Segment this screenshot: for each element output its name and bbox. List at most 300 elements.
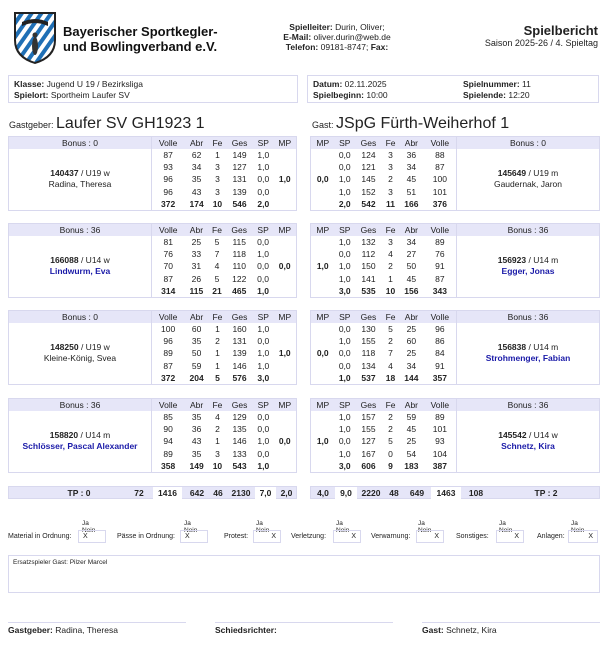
cell-fe: 3 [388, 150, 393, 161]
cell-sp: 0,0 [257, 174, 270, 185]
cell-abr: 60 [406, 336, 417, 347]
cell-abr: 144 [404, 372, 419, 383]
table-header-row [311, 311, 600, 324]
cell-abr: 35 [191, 336, 202, 347]
cell-mp: 1,0 [278, 348, 291, 359]
check-label: Material in Ordnung: [8, 533, 72, 540]
table-header-row [9, 137, 297, 150]
cell-ges: 131 [232, 174, 247, 185]
col-header-volle: Volle [152, 311, 185, 324]
cell-fe: 7 [214, 249, 220, 260]
spielort-value: Sportheim Laufer SV [48, 90, 130, 100]
cell-ges: 121 [361, 162, 376, 173]
cell-volle: 70 [163, 261, 173, 272]
col-header-abr: Abr [399, 224, 424, 237]
cell-abr: 36 [406, 150, 417, 161]
cell-sp: 1,0 [338, 186, 351, 197]
cell-sp: 1,0 [338, 261, 351, 272]
signature-home [8, 622, 186, 635]
cell-sp: 1,0 [257, 348, 270, 359]
spielende-label: Spielende: [463, 90, 506, 100]
cell-sp: 1,0 [338, 336, 351, 347]
home-bonus-total: 72 [134, 488, 144, 498]
cell-volle: 87 [163, 150, 173, 161]
cell-abr: 34 [406, 237, 417, 248]
col-header-mp: MP [311, 311, 335, 324]
cell-fe: 4 [388, 360, 393, 371]
check-box-sonstiges[interactable]: X [496, 530, 524, 543]
cell-abr: 33 [191, 249, 202, 260]
player-cell [9, 149, 152, 210]
cell-ges: 576 [232, 372, 247, 383]
telefon-value: 09181-8747; [318, 42, 371, 52]
cell-sp: 0,0 [257, 261, 269, 272]
spielort-label: Spielort: [14, 90, 49, 100]
guest-bonus-total: 108 [468, 488, 484, 498]
guest-player-table [310, 310, 600, 385]
cell-ges: 127 [232, 162, 247, 173]
player-class: / U19 w [78, 342, 110, 353]
cell-volle: 87 [163, 360, 173, 371]
col-header-sp: SP [253, 137, 273, 150]
cell-sp: 1,0 [338, 273, 351, 284]
cell-ges: 543 [232, 460, 247, 471]
player-class: / U19 m [526, 168, 559, 179]
cell-ges: 150 [361, 261, 376, 272]
bonus-header: Bonus : 36 [457, 224, 600, 237]
cell-volle: 372 [161, 198, 176, 209]
cell-sp: 2,0 [338, 198, 351, 209]
cell-ges: 134 [361, 360, 376, 371]
guest-player-table [310, 136, 600, 211]
player-id-line [9, 255, 151, 266]
col-header-sp: SP [335, 137, 355, 150]
player-id: 145649 [497, 168, 527, 179]
cell-ges: 167 [361, 448, 376, 459]
home-player-table [8, 223, 297, 298]
cell-mp: 0,0 [316, 174, 329, 185]
col-header-fe: Fe [208, 224, 225, 237]
cell-sp: 1,0 [338, 412, 351, 423]
cell-sp: 0,0 [257, 412, 270, 423]
cell-sp: 0,0 [257, 424, 270, 435]
player-id-line [9, 430, 151, 441]
cell-ges: 110 [232, 261, 246, 272]
player-cell [9, 323, 152, 384]
cell-abr: 62 [191, 150, 202, 161]
player-id-line [457, 342, 599, 353]
cell-abr: 45 [406, 424, 417, 435]
col-header-fe: Fe [382, 311, 399, 324]
player-id-line [9, 168, 151, 179]
col-header-sp: SP [335, 311, 355, 324]
cell-fe: 1 [215, 150, 220, 161]
player-id: 156838 [497, 342, 527, 353]
ja-nein-header: Ja Nein [418, 520, 432, 534]
cell-ges: 152 [361, 186, 376, 197]
col-header-sp: SP [253, 399, 273, 412]
cell-fe: 10 [212, 198, 223, 209]
cell-sp: 2,0 [257, 198, 270, 209]
player-cell [457, 149, 600, 210]
cell-fe: 3 [215, 162, 220, 173]
cell-fe: 1 [215, 436, 220, 447]
cell-fe: 4 [388, 249, 393, 260]
player-id-line [457, 168, 599, 179]
cell-sp: 1,0 [338, 448, 351, 459]
cell-volle: 93 [163, 162, 173, 173]
player-id: 140437 [50, 168, 79, 179]
cell-ges: 546 [232, 198, 247, 209]
player-class: / U14 w [78, 255, 110, 266]
table-row [311, 323, 600, 335]
guest-player-table [310, 223, 600, 298]
email-label: E-Mail: [283, 32, 312, 42]
player-name[interactable]: Gaudernak, Jaron [493, 179, 563, 190]
cell-volle: 100 [161, 324, 176, 335]
cell-ges: 535 [361, 285, 376, 296]
cell-sp: 0,0 [338, 324, 351, 335]
guest-sp-total: 9,0 [335, 487, 357, 499]
player-name[interactable]: Schlösser, Pascal Alexander [22, 441, 138, 452]
leiter-value: Durin, Oliver; [332, 22, 385, 32]
cell-abr: 25 [406, 436, 417, 447]
cell-fe: 21 [212, 285, 222, 296]
table-row [9, 149, 297, 161]
cell-ges: 149 [232, 150, 247, 161]
cell-abr: 43 [191, 436, 202, 447]
bonus-header: Bonus : 0 [457, 137, 600, 150]
cell-abr: 115 [189, 285, 204, 296]
home-fe-total: 46 [213, 488, 223, 498]
col-header-ges: Ges [355, 224, 382, 237]
col-header-fe: Fe [382, 399, 399, 412]
table-header-row [311, 399, 600, 412]
cell-fe: 5 [214, 273, 220, 284]
table-row [9, 411, 297, 423]
guest-team-heading [312, 115, 509, 134]
player-class: / U19 w [78, 168, 110, 179]
table-header-row [9, 311, 297, 324]
col-header-volle: Volle [424, 399, 457, 412]
match-info-box [307, 75, 599, 103]
cell-abr: 35 [191, 448, 202, 459]
table-header-row [311, 137, 600, 150]
sig-guest-value: Schnetz, Kira [443, 625, 497, 635]
cell-ges: 146 [232, 360, 247, 371]
player-cell [9, 411, 152, 472]
cell-abr: 60 [191, 324, 202, 335]
check-box-verletzung[interactable]: X [333, 530, 361, 543]
cell-volle: 104 [432, 448, 447, 459]
cell-volle: 96 [163, 336, 173, 347]
cell-volle: 96 [435, 324, 445, 335]
fax-label: Fax: [370, 42, 389, 52]
cell-fe: 2 [388, 412, 393, 423]
cell-volle: 81 [163, 237, 173, 248]
home-tp: TP : 0 [67, 488, 91, 498]
cell-fe: 1 [215, 324, 220, 335]
cell-ges: 537 [361, 372, 376, 383]
home-abr-total: 642 [189, 488, 205, 498]
cell-fe: 11 [386, 198, 396, 209]
cell-fe: 4 [214, 261, 220, 272]
cell-sp: 1,0 [338, 174, 351, 185]
cell-abr: 26 [191, 273, 202, 284]
cell-fe: 1 [215, 348, 220, 359]
spielbeginn-label: Spielbeginn: [313, 90, 364, 100]
col-header-abr: Abr [184, 399, 209, 412]
cell-fe: 3 [215, 174, 220, 185]
player-class: / U14 m [526, 255, 559, 266]
table-row [311, 149, 600, 161]
cell-fe: 2 [388, 174, 393, 185]
guest-volle-total: 1463 [431, 487, 461, 499]
bonus-header: Bonus : 36 [457, 311, 600, 324]
cell-volle: 76 [435, 249, 445, 260]
cell-sp: 1,0 [338, 372, 351, 383]
cell-volle: 91 [435, 360, 445, 371]
cell-abr: 156 [404, 285, 419, 296]
sig-home-label: Gastgeber: [8, 625, 53, 635]
col-header-sp: SP [253, 224, 274, 237]
cell-fe: 2 [388, 424, 393, 435]
cell-fe: 3 [388, 186, 393, 197]
bskv-logo-icon [12, 10, 58, 64]
cell-abr: 35 [191, 412, 202, 423]
cell-ges: 155 [361, 336, 376, 347]
cell-sp: 1,0 [257, 150, 270, 161]
cell-abr: 36 [191, 424, 202, 435]
col-header-mp: MP [311, 224, 335, 237]
cell-mp: 0,0 [316, 348, 329, 359]
cell-fe: 5 [388, 436, 393, 447]
bonus-header: Bonus : 0 [9, 311, 152, 324]
cell-mp: 1,0 [278, 174, 291, 185]
cell-fe: 2 [215, 424, 220, 435]
cell-sp: 0,0 [338, 150, 351, 161]
cell-fe: 10 [212, 460, 223, 471]
cell-volle: 90 [163, 424, 173, 435]
cell-volle: 100 [432, 174, 447, 185]
col-header-fe: Fe [209, 311, 226, 324]
cell-ges: 139 [232, 186, 247, 197]
player-cell [457, 236, 600, 297]
player-cell [457, 323, 600, 384]
player-name[interactable]: Radina, Theresa [48, 179, 112, 190]
check-box-paesse[interactable]: X [180, 530, 208, 543]
ja-nein-header: Ja Nein [184, 520, 198, 534]
cell-mp: 0,0 [278, 436, 291, 447]
cell-abr: 25 [191, 237, 202, 248]
sig-home-value: Radina, Theresa [52, 625, 118, 635]
cell-sp: 1,0 [257, 285, 269, 296]
cell-sp: 0,0 [338, 162, 351, 173]
player-class: / U14 w [526, 430, 558, 441]
cell-volle: 101 [432, 186, 447, 197]
klasse-label: Klasse: [14, 79, 45, 89]
ja-nein-header: Ja Nein [82, 520, 96, 534]
table-row [9, 323, 297, 335]
check-box-protest[interactable]: X [253, 530, 281, 543]
cell-volle: 314 [161, 285, 176, 296]
cell-volle: 357 [432, 372, 447, 383]
cell-sp: 0,0 [338, 249, 351, 260]
cell-sp: 1,0 [257, 162, 270, 173]
col-header-mp: MP [311, 137, 335, 150]
cell-sp: 1,0 [338, 237, 351, 248]
bonus-header: Bonus : 36 [457, 399, 600, 412]
cell-volle: 89 [435, 237, 445, 248]
cell-abr: 34 [406, 162, 417, 173]
cell-abr: 34 [191, 162, 202, 173]
cell-sp: 0,0 [257, 336, 270, 347]
player-name[interactable]: Kleine-König, Svea [43, 353, 117, 364]
cell-fe: 18 [385, 372, 396, 383]
cell-ges: 124 [361, 150, 376, 161]
col-header-fe: Fe [209, 137, 226, 150]
home-player-table [8, 398, 297, 473]
check-label: Anlagen: [537, 533, 565, 540]
cell-ges: 133 [232, 448, 247, 459]
remarks-box[interactable]: Ersatzspieler Gast: Pilzer Marcel [8, 555, 600, 593]
cell-sp: 0,0 [257, 237, 269, 248]
cell-volle: 376 [432, 198, 447, 209]
ja-nein-header: Ja Nein [256, 520, 270, 534]
ja-nein-header: Ja Nein [571, 520, 585, 534]
cell-ges: 145 [361, 174, 376, 185]
cell-volle: 358 [161, 460, 176, 471]
col-header-fe: Fe [209, 399, 226, 412]
player-cell [457, 411, 600, 472]
table-header-row [9, 399, 297, 412]
col-header-abr: Abr [399, 311, 424, 324]
cell-fe: 3 [215, 448, 220, 459]
cell-sp: 1,0 [257, 460, 270, 471]
player-name[interactable]: Strohmenger, Fabian [485, 353, 571, 364]
cell-abr: 59 [191, 360, 202, 371]
check-box-verwarnung[interactable]: X [416, 530, 444, 543]
cell-volle: 89 [435, 412, 445, 423]
home-team-heading [9, 115, 205, 134]
cell-volle: 85 [163, 412, 173, 423]
col-header-sp: SP [335, 224, 355, 237]
cell-volle: 89 [163, 348, 173, 359]
cell-mp: 1,0 [316, 261, 329, 272]
cell-sp: 1,0 [257, 249, 269, 260]
datum-label: Datum: [313, 79, 343, 89]
player-cell [9, 236, 152, 297]
player-name[interactable]: Schnetz, Kira [501, 441, 555, 452]
cell-ges: 131 [232, 336, 247, 347]
cell-volle: 88 [435, 150, 445, 161]
home-volle-total: 1416 [153, 487, 182, 499]
cell-mp: 1,0 [316, 436, 329, 447]
cell-ges: 542 [361, 198, 376, 209]
leiter-label: Spielleiter: [289, 22, 333, 32]
col-header-abr: Abr [184, 311, 209, 324]
cell-abr: 54 [406, 448, 417, 459]
guest-team-name: JSpG Fürth-Weiherhof 1 [336, 115, 510, 132]
home-player-table [8, 310, 297, 385]
col-header-abr: Abr [399, 137, 424, 150]
datum-value: 02.11.2025 [342, 79, 387, 89]
bonus-header: Bonus : 36 [9, 224, 152, 237]
col-header-ges: Ges [226, 137, 253, 150]
col-header-ges: Ges [226, 311, 253, 324]
col-header-volle: Volle [152, 224, 185, 237]
col-header-sp: SP [253, 311, 273, 324]
cell-ges: 135 [232, 424, 247, 435]
bonus-header: Bonus : 0 [9, 137, 152, 150]
cell-volle: 89 [163, 448, 173, 459]
email-value[interactable]: oliver.durin@web.de [311, 32, 391, 42]
col-header-volle: Volle [424, 311, 457, 324]
player-name[interactable]: Lindwurm, Eva [49, 266, 111, 277]
sig-referee-label: Schiedsrichter: [215, 625, 277, 635]
cell-volle: 343 [432, 285, 447, 296]
cell-sp: 1,0 [257, 436, 270, 447]
cell-fe: 4 [215, 412, 220, 423]
cell-fe: 7 [388, 348, 393, 359]
guest-totals-row [310, 486, 600, 499]
player-id: 158820 [49, 430, 79, 441]
cell-sp: 0,0 [257, 273, 269, 284]
check-label: Sonstiges: [456, 533, 489, 540]
cell-abr: 51 [406, 186, 417, 197]
org-line-1: Bayerischer Sportkegler- [63, 24, 218, 39]
player-id-line [9, 342, 151, 353]
col-header-abr: Abr [184, 224, 208, 237]
col-header-ges: Ges [355, 137, 382, 150]
player-name[interactable]: Egger, Jonas [501, 266, 555, 277]
col-header-ges: Ges [355, 311, 382, 324]
home-team-name: Laufer SV GH1923 1 [56, 115, 205, 132]
home-team-prefix: Gastgeber: [9, 120, 57, 130]
sig-guest-label: Gast: [422, 625, 444, 635]
col-header-mp: MP [311, 399, 335, 412]
check-box-material[interactable]: X [78, 530, 106, 543]
cell-sp: 3,0 [338, 460, 351, 471]
col-header-fe: Fe [382, 137, 399, 150]
table-row [311, 411, 600, 423]
guest-mp-total: 4,0 [317, 488, 329, 498]
check-box-anlagen[interactable]: X [568, 530, 598, 543]
cell-volle: 86 [435, 336, 445, 347]
player-id-line [457, 430, 599, 441]
col-header-volle: Volle [424, 137, 457, 150]
cell-abr: 45 [406, 174, 417, 185]
cell-sp: 3,0 [338, 285, 351, 296]
spielbeginn-value: 10:00 [364, 90, 388, 100]
home-sp-total: 7,0 [255, 487, 276, 499]
league-info-box [8, 75, 298, 103]
cell-ges: 118 [232, 249, 246, 260]
report-subtitle: Saison 2025-26 / 4. Spieltag [484, 38, 598, 48]
guest-fe-total: 48 [389, 488, 399, 498]
cell-fe: 3 [388, 237, 393, 248]
cell-volle: 84 [435, 348, 445, 359]
cell-volle: 94 [163, 436, 173, 447]
report-title-block [485, 24, 598, 49]
cell-volle: 87 [435, 273, 445, 284]
guest-player-table [310, 398, 600, 473]
table-row [311, 236, 600, 248]
organization-name [63, 24, 218, 54]
cell-volle: 96 [163, 186, 173, 197]
cell-ges: 139 [232, 348, 247, 359]
col-header-sp: SP [335, 399, 355, 412]
